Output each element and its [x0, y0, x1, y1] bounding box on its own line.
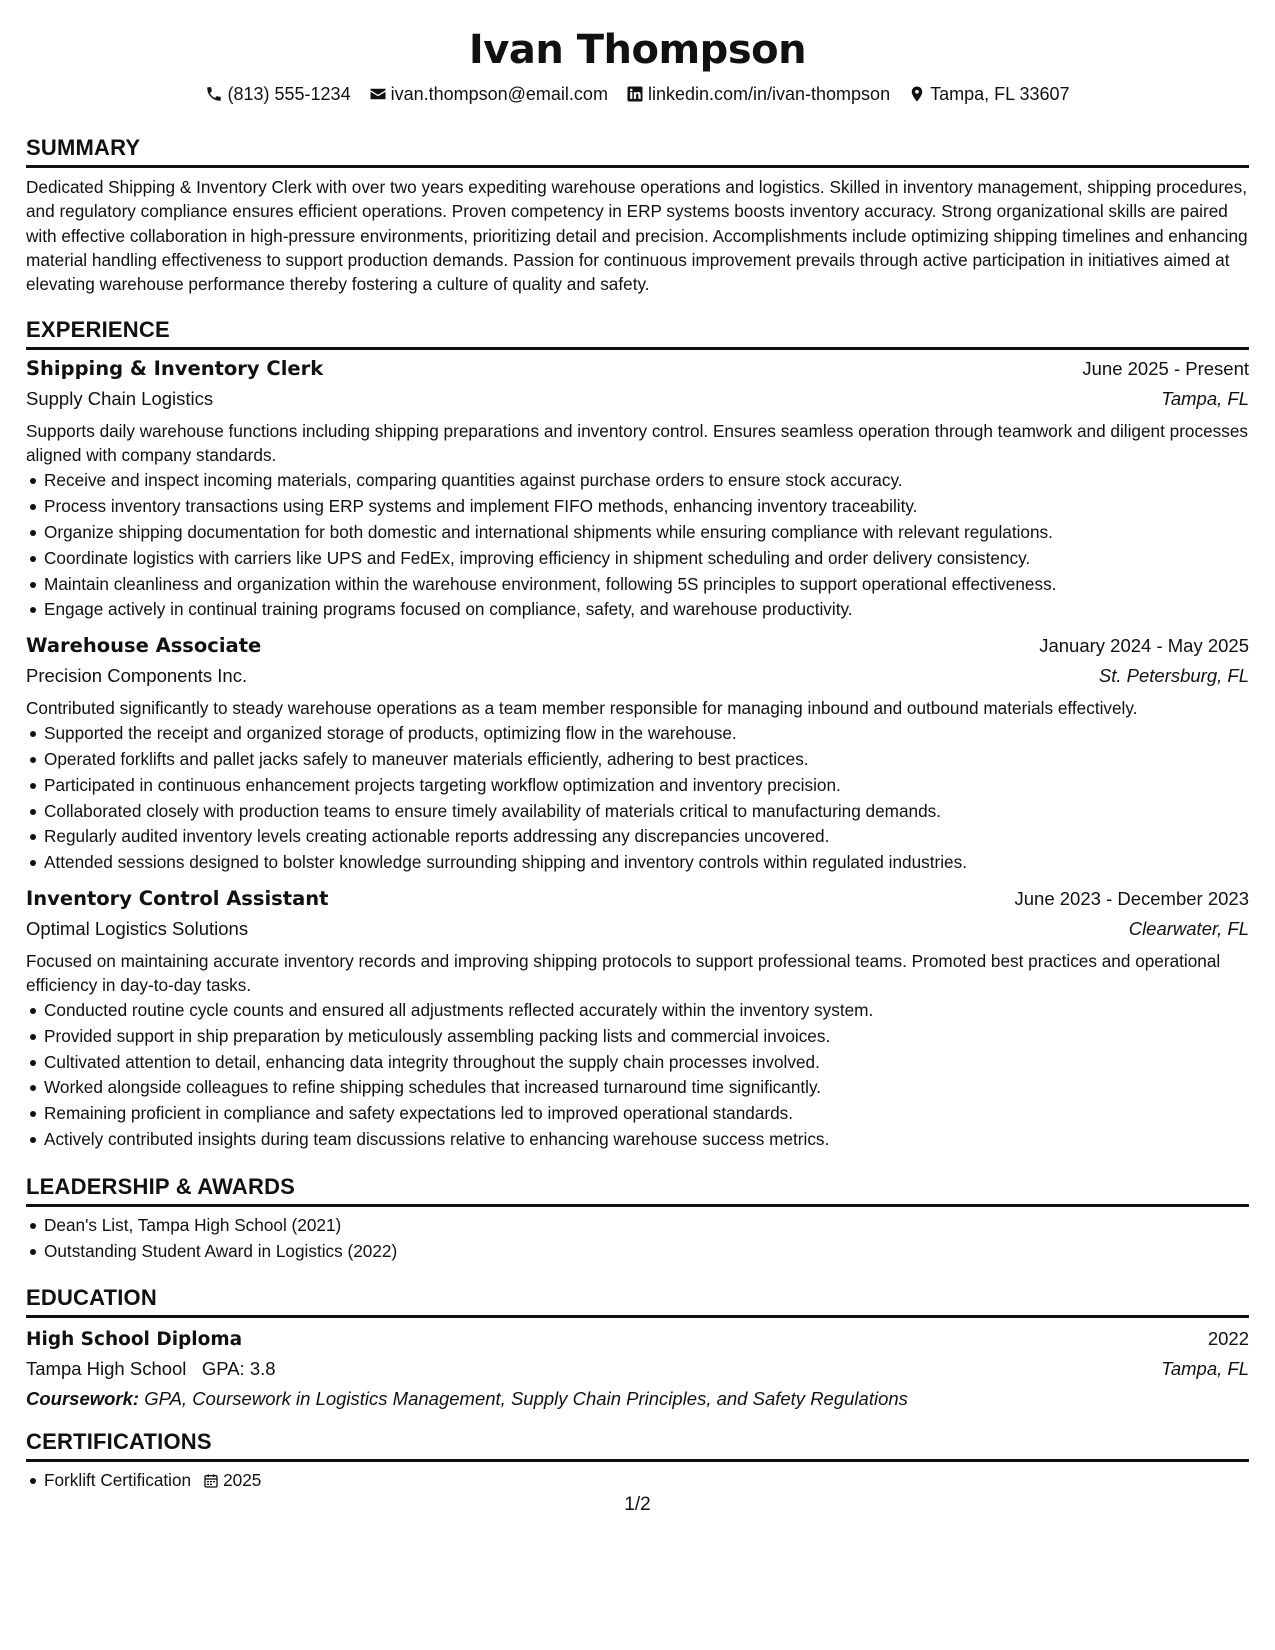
degree-title: High School Diploma	[26, 1329, 243, 1351]
resume-page	[26, 0, 1249, 1494]
certifications-list	[26, 1468, 1249, 1494]
certification-name: Forklift Certification	[44, 1470, 192, 1491]
coursework-line	[26, 1384, 1249, 1414]
contact-phone	[205, 82, 350, 106]
job-description: Supports daily warehouse functions including shipping preparations and inventory control. Ensures seamless operation through teamwork and diligent processes aligned with company standards.	[26, 421, 1248, 466]
list-item: Provided support in ship preparation by meticulously assembling packing lists and commercial invoices.	[26, 1024, 1249, 1050]
school-location: Tampa, FL	[1161, 1358, 1249, 1380]
company-name: Precision Components Inc.	[26, 665, 248, 687]
list-item: Receive and inspect incoming materials, comparing quantities against purchase orders to ensure stock accuracy.	[26, 468, 1249, 494]
list-item: Regularly audited inventory levels creating actionable reports addressing any discrepancies uncovered.	[26, 824, 1249, 850]
job-description: Contributed significantly to steady warehouse operations as a team member responsible for managing inbound and outbound materials effectively.	[26, 698, 1138, 719]
job-location: Clearwater, FL	[1128, 918, 1249, 940]
section-title: EXPERIENCE	[26, 316, 1249, 350]
contact-bar	[26, 82, 1249, 106]
certification-date	[203, 1468, 261, 1494]
contact-linkedin[interactable]	[626, 82, 890, 106]
section-title: LEADERSHIP & AWARDS	[26, 1173, 1249, 1207]
candidate-name: Ivan Thompson	[468, 27, 807, 73]
certification-year: 2025	[223, 1470, 262, 1491]
linkedin-icon	[626, 85, 644, 103]
job-dates: June 2023 - December 2023	[1014, 888, 1249, 910]
job-bullets	[26, 468, 1249, 623]
job-title: Shipping & Inventory Clerk	[26, 357, 324, 381]
list-item: Participated in continuous enhancement projects targeting workflow optimization and inventory precision.	[26, 773, 1249, 799]
job-title: Inventory Control Assistant	[26, 887, 329, 911]
graduation-year: 2022	[1207, 1328, 1249, 1350]
list-item: Conducted routine cycle counts and ensured all adjustments reflected accurately within the inventory system.	[26, 998, 1249, 1024]
list-item: Process inventory transactions using ERP systems and implement FIFO methods, enhancing inventory traceability.	[26, 494, 1249, 520]
email-text[interactable]: ivan.thompson@email.com	[390, 84, 608, 104]
school-name: Tampa High School	[26, 1358, 187, 1380]
section-title: CERTIFICATIONS	[26, 1428, 1249, 1462]
job-dates: June 2025 - Present	[1082, 358, 1249, 380]
list-item: Attended sessions designed to bolster knowledge surrounding shipping and inventory controls within regulated industries.	[26, 850, 1249, 876]
list-item: Dean's List, Tampa High School (2021)	[26, 1213, 1249, 1239]
list-item: Remaining proficient in compliance and safety expectations led to improved operational standards.	[26, 1101, 1249, 1127]
location-text: Tampa, FL 33607	[930, 84, 1070, 104]
certifications-section	[26, 1428, 1249, 1494]
experience-section	[26, 316, 1249, 1152]
job-entry	[26, 884, 1249, 1153]
summary-section	[26, 134, 1249, 296]
section-title: EDUCATION	[26, 1284, 1249, 1318]
job-entry	[26, 631, 1249, 876]
phone-icon	[205, 85, 223, 103]
page-number: 1/2	[624, 1494, 651, 1515]
linkedin-text[interactable]: linkedin.com/in/ivan-thompson	[647, 84, 891, 104]
list-item: Outstanding Student Award in Logistics (2022)	[26, 1239, 1249, 1265]
map-pin-icon	[908, 85, 926, 103]
company-name: Supply Chain Logistics	[26, 388, 214, 410]
envelope-icon	[369, 85, 387, 103]
school-line	[26, 1354, 276, 1384]
list-item: Worked alongside colleagues to refine shipping schedules that increased turnaround time significantly.	[26, 1075, 1249, 1101]
list-item: Engage actively in continual training programs focused on compliance, safety, and warehouse productivity.	[26, 597, 1249, 623]
list-item: Collaborated closely with production teams to ensure timely availability of materials critical to manufacturing demands.	[26, 799, 1249, 825]
list-item: Organize shipping documentation for both domestic and international shipments while ensuring compliance with relevant regulations.	[26, 520, 1249, 546]
job-location: St. Petersburg, FL	[1098, 665, 1249, 687]
awards-list	[26, 1213, 1249, 1265]
job-location: Tampa, FL	[1161, 388, 1249, 410]
job-title: Warehouse Associate	[26, 634, 262, 658]
calendar-icon	[203, 1473, 219, 1489]
list-item: Coordinate logistics with carriers like UPS and FedEx, improving efficiency in shipment scheduling and order delivery consistency.	[26, 546, 1249, 572]
company-name: Optimal Logistics Solutions	[26, 918, 249, 940]
list-item	[26, 1468, 1249, 1494]
phone-text: (813) 555-1234	[227, 84, 351, 104]
job-bullets	[26, 998, 1249, 1153]
list-item: Maintain cleanliness and organization within the warehouse environment, following 5S principles to support operational effectiveness.	[26, 572, 1249, 598]
job-bullets	[26, 721, 1249, 876]
leadership-section	[26, 1173, 1249, 1265]
contact-location	[908, 82, 1069, 106]
contact-email[interactable]	[369, 82, 608, 106]
list-item: Actively contributed insights during team discussions relative to enhancing warehouse success metrics.	[26, 1127, 1249, 1153]
job-entry	[26, 354, 1249, 623]
list-item: Cultivated attention to detail, enhancing data integrity throughout the supply chain processes involved.	[26, 1050, 1249, 1076]
list-item: Operated forklifts and pallet jacks safely to maneuver materials efficiently, adhering to best practices.	[26, 747, 1249, 773]
summary-text: Dedicated Shipping & Inventory Clerk with over two years expediting warehouse operations and logistics. Skilled in inventory management, shipping procedures, and regulatory compliance ensures efficient operations. Proven competency in ERP systems boosts inventory accuracy. Strong organizational skills are paired with effective collaboration in high-pressure environments, prioritizing detail and precision. Accomplishments include optimizing shipping timelines and enhancing material handling effectiveness to support production demands. Passion for continuous improvement prevails through active participation in initiatives aimed at elevating warehouse performance thereby fostering a culture of quality and safety.	[26, 177, 1248, 295]
list-item: Supported the receipt and organized storage of products, optimizing flow in the warehouse.	[26, 721, 1249, 747]
job-dates: January 2024 - May 2025	[1039, 635, 1249, 657]
gpa-text: GPA: 3.8	[201, 1358, 276, 1380]
coursework-label: Coursework:	[26, 1388, 140, 1410]
section-title: SUMMARY	[26, 134, 1249, 168]
job-description: Focused on maintaining accurate inventory records and improving shipping protocols to support professional teams. Promoted best practices and operational efficiency in day-to-day tasks.	[26, 951, 1221, 996]
education-section	[26, 1284, 1249, 1414]
coursework-text: GPA, Coursework in Logistics Management, Supply Chain Principles, and Safety Regulations	[144, 1388, 908, 1410]
